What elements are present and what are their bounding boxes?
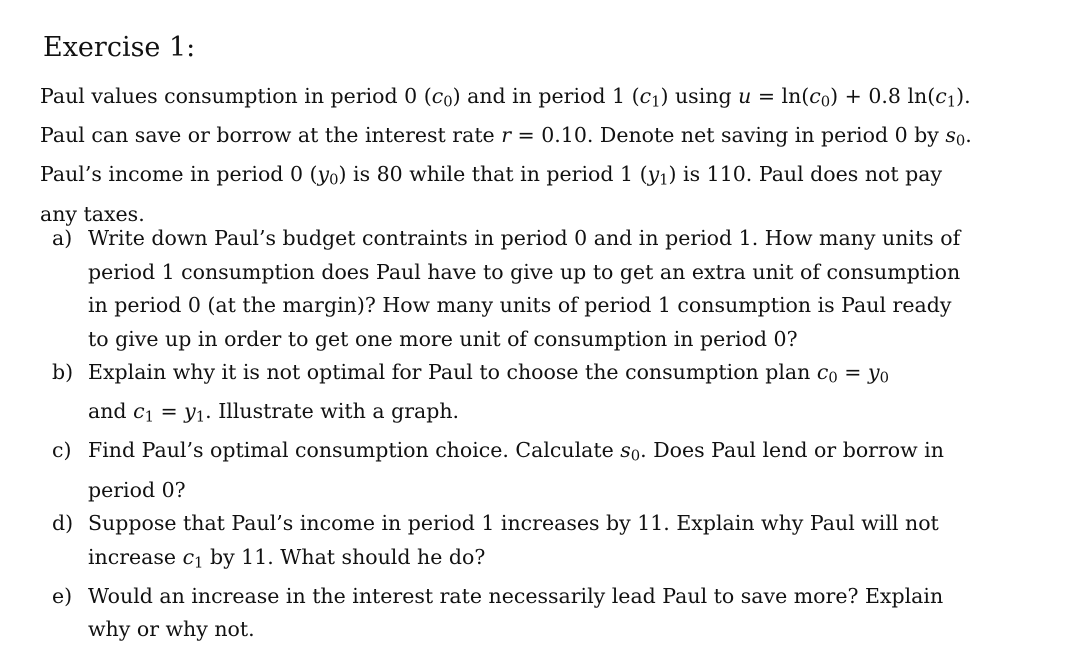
math-var: c	[639, 84, 652, 108]
math-sub: 0	[820, 93, 831, 111]
question-a	[40, 222, 980, 356]
math-var: y	[184, 399, 196, 424]
math-sub: 1	[144, 408, 154, 426]
text: =	[837, 360, 868, 384]
math-var: y	[867, 360, 880, 384]
intro-line-2	[40, 119, 980, 158]
exercise-title: Exercise 1:	[43, 32, 196, 63]
math-sub: 1	[195, 408, 206, 426]
question-line: Write down Paul’s budget contraints in period 0 and in period 1. How many units of	[88, 226, 961, 250]
question-d	[40, 507, 980, 580]
text: ) + 0.8 ln(	[830, 84, 936, 108]
text: ) is 110. Paul does not pay	[668, 162, 943, 187]
text: ) using	[660, 84, 739, 108]
math-var: c	[431, 84, 444, 108]
intro-line-4: any taxes.	[40, 201, 145, 226]
question-c	[40, 434, 980, 507]
question-marker: b)	[52, 360, 74, 384]
text: ).	[956, 84, 971, 108]
math-var: c	[816, 360, 829, 384]
intro-paragraph	[40, 80, 980, 231]
text: . Illustrate with a graph.	[205, 399, 460, 424]
math-sub: 1	[194, 554, 204, 572]
text: Paul can save or borrow at the interest rate	[40, 123, 502, 148]
text: Paul values consumption in period 0 (	[40, 84, 432, 108]
math-sub: 0	[955, 132, 966, 150]
math-var: c	[182, 544, 195, 569]
math-var: c	[809, 84, 821, 108]
question-marker: a)	[52, 226, 73, 250]
question-line	[88, 434, 980, 473]
text: . Does Paul lend or borrow in	[640, 438, 944, 463]
question-line: period 0?	[88, 477, 186, 502]
question-line: Suppose that Paul’s income in period 1 increases by 11. Explain why Paul will not	[88, 511, 939, 536]
text: Find Paul’s optimal consumption choice. Calculate	[88, 438, 621, 463]
math-var: c	[133, 399, 145, 424]
question-line	[88, 356, 980, 395]
question-line: Would an increase in the interest rate necessarily lead Paul to save more? Explain	[88, 583, 944, 608]
intro-line-1	[40, 80, 980, 119]
math-var: s	[620, 438, 631, 463]
intro-line-3	[40, 158, 980, 197]
math-var: u	[738, 84, 752, 108]
text: Paul’s income in period 0 (	[40, 162, 318, 187]
text: Explain why it is not optimal for Paul to choose the consumption plan	[88, 360, 817, 384]
math-var: r	[501, 123, 512, 148]
math-var: y	[647, 162, 660, 187]
math-sub: 1	[659, 172, 669, 190]
question-b	[40, 356, 980, 434]
text: ) is 80 while that in period 1 (	[338, 162, 648, 187]
math-var: s	[945, 123, 956, 148]
text: = 0.10. Denote net saving in period 0 by	[511, 123, 946, 148]
text: and	[88, 399, 134, 424]
math-sub: 0	[329, 172, 339, 190]
text: by 11. What should he do?	[203, 544, 486, 569]
math-sub: 1	[651, 93, 661, 111]
text: =	[153, 399, 185, 424]
math-sub: 0	[630, 448, 641, 466]
math-var: c	[935, 84, 947, 108]
question-line: in period 0 (at the margin)? How many units of period 1 consumption is Paul ready	[88, 293, 952, 317]
question-marker: c)	[52, 438, 72, 463]
question-line: why or why not.	[88, 617, 255, 642]
question-list	[40, 222, 980, 647]
question-marker: e)	[52, 583, 73, 608]
text: = ln(	[751, 84, 810, 108]
question-line	[88, 395, 980, 434]
question-line: to give up in order to get one more unit of consumption in period 0?	[88, 326, 798, 351]
text: ) and in period 1 (	[452, 84, 640, 108]
math-var: y	[317, 162, 330, 187]
question-line	[88, 541, 980, 580]
question-e	[40, 580, 980, 647]
text: .	[965, 123, 972, 148]
math-sub: 0	[879, 369, 889, 387]
question-marker: d)	[52, 511, 74, 536]
math-sub: 0	[443, 93, 453, 111]
math-sub: 1	[946, 93, 957, 111]
question-line: period 1 consumption does Paul have to give up to get an extra unit of consumption	[88, 259, 961, 284]
text: increase	[88, 544, 183, 569]
math-sub: 0	[828, 369, 838, 387]
